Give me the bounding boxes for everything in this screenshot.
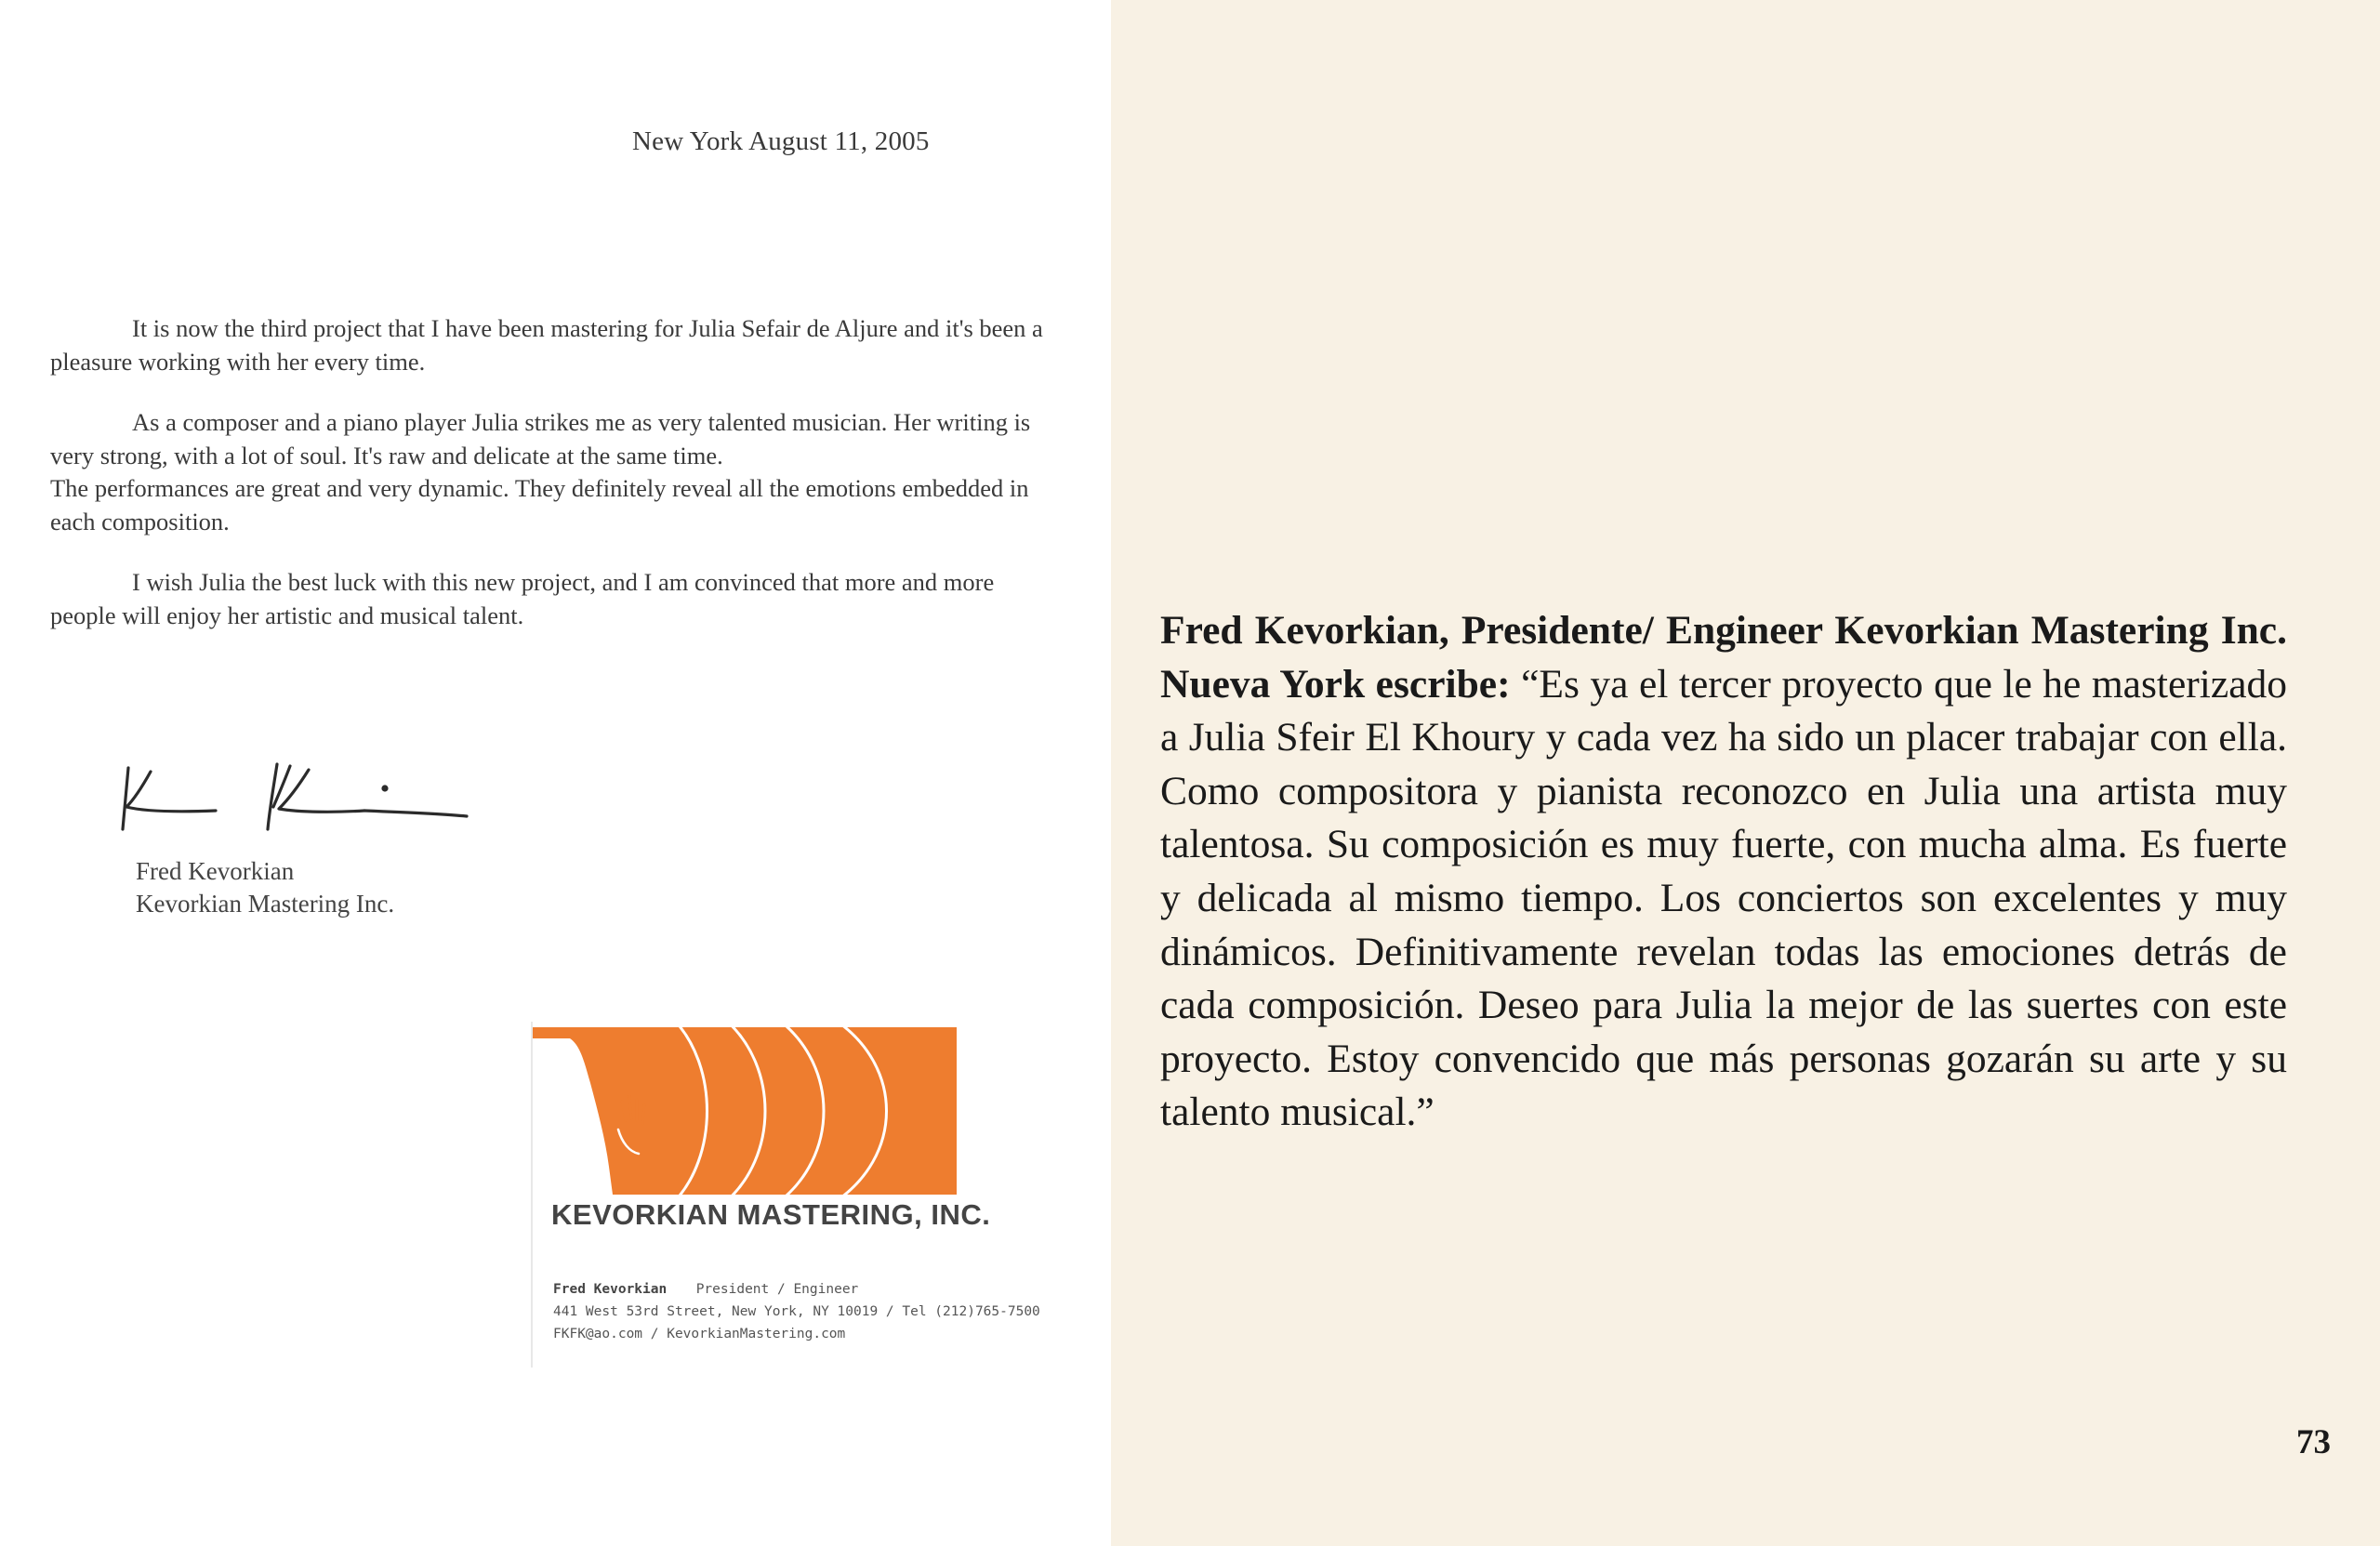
card-logo-banner	[533, 1027, 957, 1195]
page-number: 73	[2296, 1423, 2331, 1461]
letter-paragraph: I wish Julia the best luck with this new project, and I am convinced that more and more people will enjoy her artistic and musical talent.	[50, 568, 995, 629]
card-contact: FKFK@ao.com / KevorkianMastering.com	[553, 1327, 846, 1341]
card-details	[553, 1278, 1040, 1345]
card-person-name: Fred Kevorkian	[553, 1282, 668, 1297]
sound-wave-logo	[533, 1027, 957, 1195]
text-panel	[1111, 0, 2380, 1546]
business-card	[531, 1022, 1087, 1368]
card-address: 441 West 53rd Street, New York, NY 10019 / Tel (212)765-7500	[553, 1304, 1040, 1319]
card-name-line	[553, 1278, 1040, 1301]
testimonial-body: “Es ya el tercer proyecto que le he masterizado a Julia Sfeir El Khoury y cada vez ha sido un placer trabajar con ella. Como compositora y pianista reconozco en Julia una artista muy talentosa. Su composición es muy fuerte, con mucha alma. Es fuerte y delicada al mismo tiempo. Los conciertos son excelentes y muy dinámicos. Definitivamente revelan todas las emociones detrás de cada composición. Deseo para Julia la mejor de las suertes con este proyecto. Estoy convencido que más personas gozarán su arte y su talento musical.”	[1160, 661, 2287, 1135]
signer-name: Fred Kevorkian	[136, 857, 295, 885]
card-company-name: KEVORKIAN MASTERING, INC.	[551, 1198, 991, 1231]
card-person-title: President / Engineer	[695, 1282, 859, 1297]
letter-date: New York August 11, 2005	[632, 126, 930, 156]
letter-paragraph: It is now the third project that I have been mastering for Julia Sefair de Aljure and it's been a pleasure working with her every time.	[50, 314, 1043, 376]
letter-paragraph: As a composer and a piano player Julia strikes me as very talented musician. Her writing is very strong, with a lot of soul. It's raw and delicate at the same time.	[50, 408, 1031, 469]
handwritten-signature	[113, 751, 485, 853]
letter-signer	[136, 855, 394, 920]
signer-company: Kevorkian Mastering Inc.	[136, 890, 395, 918]
testimonial-lead: Fred Kevorkian, Presidente/ Engineer Kevorkian Mastering Inc. Nueva York escribe:	[1160, 608, 2287, 707]
testimonial-text	[1160, 604, 2287, 1140]
scanned-letter	[0, 0, 1111, 1546]
letter-body	[50, 312, 1054, 660]
letter-paragraph: The performances are great and very dynamic. They definitely reveal all the emotions embedded in each composition.	[50, 474, 1029, 535]
